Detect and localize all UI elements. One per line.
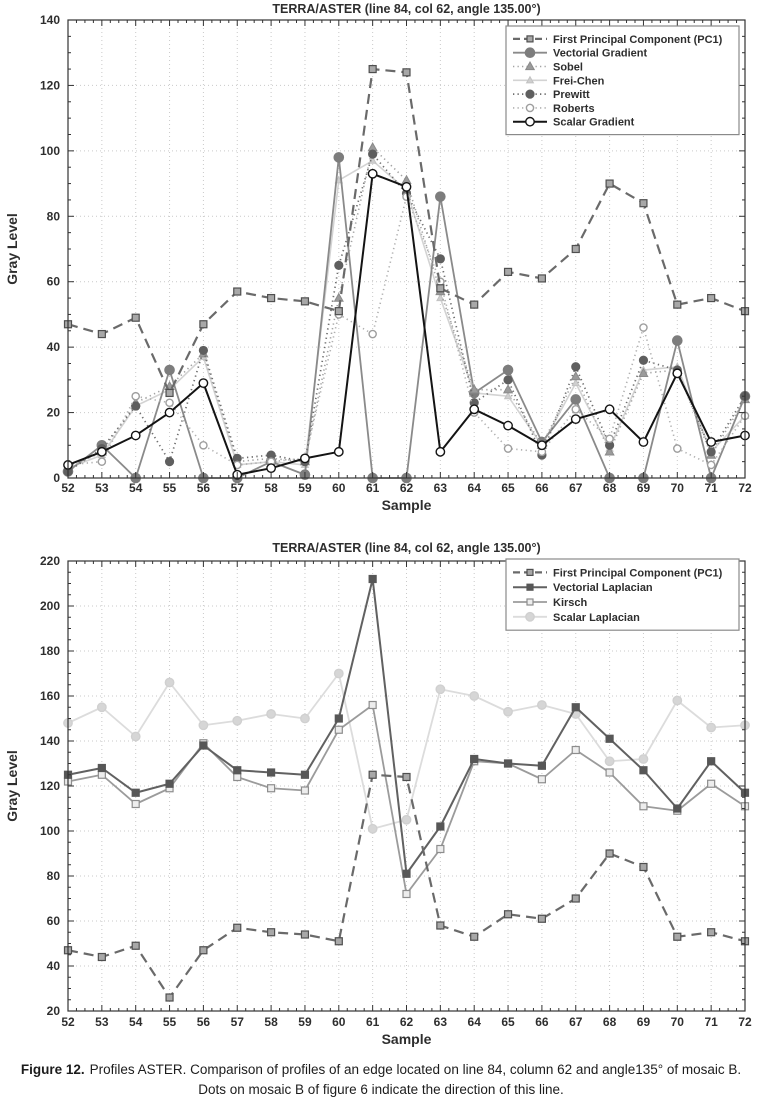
legend-label: First Principal Component (PC1) — [553, 33, 723, 46]
x-tick-label: 56 — [196, 481, 211, 495]
x-axis-label: Sample — [381, 1031, 432, 1047]
legend-label: Prewitt — [553, 89, 590, 102]
x-tick-label: 66 — [535, 1015, 549, 1029]
legend-label: Scalar Laplacian — [553, 611, 640, 624]
y-tick-label: 60 — [46, 274, 60, 289]
x-tick-label: 66 — [535, 481, 549, 495]
x-tick-label: 55 — [162, 1015, 177, 1029]
chart-title: TERRA/ASTER (line 84, col 62, angle 135.00°) — [272, 541, 541, 555]
y-tick-label: 140 — [39, 13, 60, 27]
legend-label: Vectorial Gradient — [553, 47, 648, 60]
x-tick-label: 58 — [264, 481, 278, 495]
y-tick-label: 100 — [39, 143, 60, 158]
y-tick-label: 160 — [39, 689, 60, 703]
legend-label: Frei-Chen — [553, 75, 605, 88]
x-tick-label: 64 — [467, 481, 481, 495]
y-tick-label: 120 — [39, 78, 60, 93]
x-tick-label: 69 — [636, 481, 651, 495]
x-tick-label: 63 — [433, 481, 448, 495]
x-tick-label: 57 — [230, 481, 244, 495]
legend — [506, 26, 739, 135]
x-tick-label: 58 — [264, 1015, 278, 1029]
y-tick-label: 20 — [46, 405, 60, 420]
x-tick-label: 61 — [365, 1015, 380, 1029]
chart-title: TERRA/ASTER (line 84, col 62, angle 135.00°) — [272, 2, 541, 16]
y-tick-label: 200 — [39, 599, 60, 613]
x-tick-label: 60 — [332, 481, 346, 495]
x-tick-label: 62 — [399, 1015, 414, 1029]
x-tick-label: 65 — [501, 1015, 515, 1029]
x-tick-label: 59 — [298, 1015, 312, 1029]
figure-caption-label: Figure 12. — [20, 1062, 85, 1077]
x-tick-label: 68 — [602, 1015, 617, 1029]
y-tick-label: 180 — [39, 644, 60, 658]
y-axis-label: Gray Level — [4, 750, 20, 822]
x-axis-label: Sample — [381, 497, 432, 513]
x-tick-label: 70 — [670, 481, 684, 495]
x-tick-label: 64 — [467, 1015, 481, 1029]
x-tick-label: 60 — [332, 1015, 346, 1029]
x-tick-label: 68 — [602, 481, 617, 495]
x-tick-label: 72 — [738, 1015, 752, 1029]
x-tick-label: 67 — [569, 481, 583, 495]
x-tick-label: 53 — [95, 481, 109, 495]
x-tick-label: 61 — [365, 481, 380, 495]
legend-label: Roberts — [553, 102, 595, 115]
y-tick-label: 80 — [46, 209, 60, 224]
legend-label: Sobel — [553, 61, 583, 74]
x-tick-label: 71 — [704, 481, 718, 495]
x-tick-label: 56 — [196, 1015, 211, 1029]
y-tick-label: 120 — [39, 779, 60, 793]
x-tick-label: 52 — [61, 481, 75, 495]
legend-label: Scalar Gradient — [553, 116, 635, 129]
x-tick-label: 55 — [162, 481, 177, 495]
x-tick-label: 70 — [670, 1015, 684, 1029]
y-axis-label: Gray Level — [4, 213, 20, 285]
y-tick-label: 220 — [39, 554, 60, 568]
legend-label: Vectorial Laplacian — [553, 582, 653, 595]
figure-caption-text: Profiles ASTER. Comparison of profiles of an edge located on line 84, column 62 and angle135° of mosaic B. Dots on mosaic B of figure 6 indicate the direction of this line. — [89, 1062, 742, 1098]
y-tick-label: 0 — [53, 471, 60, 485]
x-tick-label: 63 — [433, 1015, 448, 1029]
y-tick-label: 100 — [39, 824, 60, 838]
x-tick-label: 69 — [636, 1015, 651, 1029]
y-tick-label: 40 — [46, 959, 60, 973]
y-tick-label: 20 — [46, 1004, 60, 1018]
y-tick-label: 40 — [46, 340, 60, 355]
x-tick-label: 62 — [399, 481, 414, 495]
x-tick-label: 54 — [129, 481, 143, 495]
figure-caption — [0, 1060, 762, 1101]
x-tick-label: 59 — [298, 481, 312, 495]
x-tick-label: 65 — [501, 481, 515, 495]
top-chart — [0, 0, 762, 530]
bottom-chart — [0, 535, 762, 1060]
x-tick-label: 71 — [704, 1015, 718, 1029]
legend-label: Kirsch — [553, 597, 588, 609]
x-tick-label: 72 — [738, 481, 752, 495]
y-tick-label: 80 — [46, 869, 60, 883]
legend-label: First Principal Component (PC1) — [553, 567, 723, 580]
y-tick-label: 60 — [46, 914, 60, 928]
x-tick-label: 53 — [95, 1015, 109, 1029]
x-tick-label: 57 — [230, 1015, 244, 1029]
y-tick-label: 140 — [39, 734, 60, 748]
series-roberts — [64, 193, 748, 468]
x-tick-label: 67 — [569, 1015, 583, 1029]
x-tick-label: 54 — [129, 1015, 143, 1029]
x-tick-label: 52 — [61, 1015, 75, 1029]
legend — [506, 559, 739, 630]
